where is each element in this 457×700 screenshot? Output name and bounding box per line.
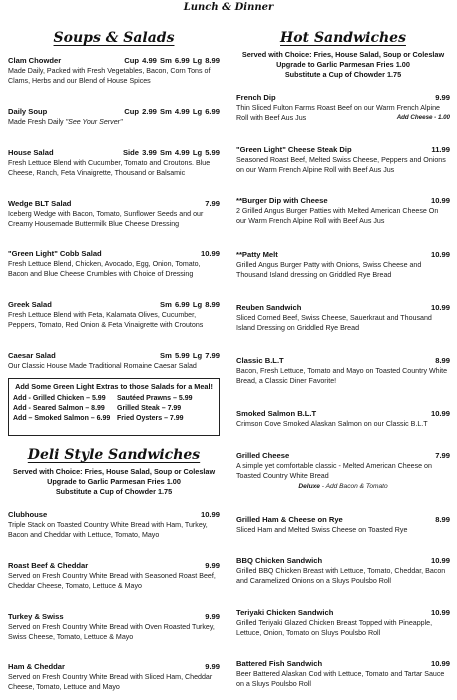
item-price: Sm 6.99 Lg 8.99 <box>160 300 220 309</box>
item-description: Made Daily, Packed with Fresh Vegetables, Bacon, Corn Tons of Clams, Herbs and our Blend of House Spices <box>8 67 211 86</box>
extra-item: Add - Grilled Chicken – 5.99 <box>13 395 106 402</box>
menu-item <box>236 451 450 492</box>
item-price: 8.99 <box>435 356 450 365</box>
item-description: Made Fresh Daily <box>8 118 64 126</box>
item-description: Fresh Lettuce Blend with Feta, Kalamata Olives, Cucumber, Peppers, Tomato, Red Onion & Feta Vinaigrette with Croutons <box>8 311 204 330</box>
item-description: Fresh Lettuce Blend, Chicken, Avocado, Egg, Onion, Tomato, Bacon and Blue Cheese Crumbles with Choice of Dressing <box>8 260 201 279</box>
item-price: Cup 4.99 Sm 6.99 Lg 8.99 <box>124 56 220 65</box>
extra-item: Add – Smoked Salmon – 6.99 <box>13 415 111 422</box>
item-name: Roast Beef & Cheddar <box>8 561 89 570</box>
menu-item <box>236 556 450 587</box>
extra-item: Grilled Steak – 7.99 <box>117 405 182 412</box>
extras-title: Add Some Green Light Extras to those Salads for a Meal! <box>15 382 213 391</box>
item-name: Ham & Cheddar <box>8 662 65 671</box>
item-name: Wedge BLT Salad <box>8 199 72 208</box>
choice-line: Upgrade to Garlic Parmesan Fries 1.00 <box>276 60 410 69</box>
item-description: Triple Stack on Toasted Country White Bread with Ham, Turkey, Bacon and Cheddar with Lettuce, Tomato, Mayo <box>8 521 208 540</box>
item-name: Teriyaki Chicken Sandwich <box>236 608 334 617</box>
item-price: Sm 5.99 Lg 7.99 <box>160 351 220 360</box>
item-name: "Green Light" Cobb Salad <box>8 249 102 258</box>
item-price: Cup 2.99 Sm 4.99 Lg 6.99 <box>124 107 220 116</box>
item-name: Clam Chowder <box>8 56 62 65</box>
item-price: 9.99 <box>435 93 450 102</box>
item-price: 10.99 <box>430 250 450 259</box>
menu-item <box>8 351 220 371</box>
menu-item <box>8 199 220 230</box>
item-description: Thin Sliced Fulton Farms Roast Beef on our Warm French Alpine Roll with Beef Aus Jus Add Cheese - 1.00 <box>236 104 450 123</box>
item-description: Beer Battered Alaskan Cod with Lettuce, Tomato and Tartar Sauce on a Sluys Poulsbo Roll <box>236 670 445 689</box>
item-price: 10.99 <box>200 510 220 519</box>
item-description: Served on Fresh Country White Bread with Oven Roasted Turkey, Swiss Cheese, Tomato, Lettuce & Mayo <box>8 623 215 642</box>
menu-item <box>8 612 220 643</box>
item-description: 2 Grilled Angus Burger Patties with Melted American Cheese On our Warm French Alpine Roll with Beef Aus Jus <box>236 207 439 226</box>
menu-item <box>8 662 220 693</box>
item-price: 11.99 <box>431 145 450 154</box>
deli-choice-note <box>8 467 220 497</box>
item-name: Grilled Ham & Cheese on Rye <box>236 515 343 524</box>
item-description: Sliced Ham and Melted Swiss Cheese on Toasted Rye <box>236 526 408 534</box>
menu-item <box>236 659 450 690</box>
menu-item <box>8 561 220 592</box>
menu-item <box>236 515 450 535</box>
item-price: 10.99 <box>430 196 450 205</box>
item-price: Side 3.99 Sm 4.99 Lg 5.99 <box>122 148 220 157</box>
item-description: Sliced Corned Beef, Swiss Cheese, Sauerkraut and Thousand Island Dressing on Griddled Rye Bread <box>236 314 432 333</box>
item-price: 10.99 <box>430 659 450 668</box>
menu-item <box>8 300 220 331</box>
item-description: Seasoned Roast Beef, Melted Swiss Cheese, Peppers and Onions on our Warm French Alpine Roll with Beef Aus Jus <box>236 156 446 175</box>
item-price: 7.99 <box>435 451 450 460</box>
menu-item <box>8 249 220 280</box>
hot-choice-note <box>236 50 450 80</box>
menu-item <box>236 303 450 334</box>
item-description: Fresh Lettuce Blend with Cucumber, Tomato and Croutons. Blue Cheese, Ranch, Feta Vinaigrette, Thousand or Balsamic <box>8 159 211 178</box>
item-name: **Patty Melt <box>236 250 278 259</box>
menu-header <box>0 2 457 13</box>
item-price: 10.99 <box>430 608 450 617</box>
item-description: A simple yet comfortable classic - Melted American Cheese on Toasted Country White Bread <box>236 462 432 481</box>
item-name: Smoked Salmon B.L.T <box>236 409 317 418</box>
item-name: Classic B.L.T <box>236 356 284 365</box>
item-name: Caesar Salad <box>8 351 56 360</box>
item-name: Reuben Sandwich <box>236 303 302 312</box>
item-price: 9.99 <box>205 561 220 570</box>
item-name: BBQ Chicken Sandwich <box>236 556 323 565</box>
item-price: 9.99 <box>205 662 220 671</box>
soups-salads-heading: Soups & Salads <box>53 30 175 46</box>
item-name: Battered Fish Sandwich <box>236 659 323 668</box>
deluxe-option: Deluxe - Add Bacon & Tomato <box>298 482 388 490</box>
item-name: Grilled Cheese <box>236 451 290 460</box>
item-description: Crimson Cove Smoked Alaskan Salmon on our Classic B.L.T <box>236 420 428 428</box>
menu-item <box>236 250 450 281</box>
item-name: House Salad <box>8 148 54 157</box>
extra-item: Fried Oysters – 7.99 <box>117 415 184 422</box>
item-description: Iceberg Wedge with Bacon, Tomato, Sunflower Seeds and our Creamy Housemade Buttermilk Blue Cheese Dressing <box>8 210 204 229</box>
item-price: 10.99 <box>430 303 450 312</box>
extra-item: Sautéed Prawns – 5.99 <box>117 395 193 402</box>
item-description: Our Classic House Made Traditional Romaine Caesar Salad <box>8 362 197 370</box>
item-name: Daily Soup <box>8 107 48 116</box>
choice-line: Upgrade to Garlic Parmesan Fries 1.00 <box>47 477 181 486</box>
item-name: Clubhouse <box>8 510 48 519</box>
item-name: "Green Light" Cheese Steak Dip <box>236 145 352 154</box>
item-price: 9.99 <box>205 612 220 621</box>
item-name: Greek Salad <box>8 300 52 309</box>
menu-item <box>8 107 220 127</box>
item-description: Served on Fresh Country White Bread with Sliced Ham, Cheddar Cheese, Tomato, Lettuce and Mayo <box>8 673 213 692</box>
choice-line: Substitute a Cup of Chowder 1.75 <box>55 487 173 496</box>
item-price: 10.99 <box>430 409 450 418</box>
deli-heading: Deli Style Sandwiches <box>27 447 201 463</box>
choice-line: Served with Choice: Fries, House Salad, Soup or Coleslaw <box>12 467 216 476</box>
menu-item <box>236 196 450 227</box>
item-name: Turkey & Swiss <box>8 612 64 621</box>
item-description-note: "See Your Server" <box>65 118 123 126</box>
choice-line: Substitute a Cup of Chowder 1.75 <box>284 70 402 79</box>
item-name: **Burger Dip with Cheese <box>236 196 328 205</box>
item-description: Grilled Teriyaki Glazed Chicken Breast Topped with Pineapple, Lettuce, Onion, Tomato on Sluys Poulsbo Roll <box>236 619 433 638</box>
menu-item <box>236 409 450 429</box>
item-description: Served on Fresh Country White Bread with Seasoned Roast Beef, Cheddar Cheese, Tomato, Lettuce & Mayo <box>8 572 216 591</box>
item-price: 10.99 <box>200 249 220 258</box>
menu-item <box>236 145 450 176</box>
menu-item <box>236 93 450 124</box>
item-price: 8.99 <box>435 515 450 524</box>
salad-extras-box <box>8 378 220 436</box>
menu-item <box>8 148 220 179</box>
header-title: Lunch & Dinner <box>183 2 274 13</box>
item-description: Bacon, Fresh Lettuce, Tomato and Mayo on Toasted Country White Bread, a Classic Diner Favorite! <box>236 367 448 386</box>
menu-item <box>8 56 220 87</box>
item-addon: Add Cheese - 1.00 <box>396 114 450 122</box>
extra-item: Add - Seared Salmon – 8.99 <box>13 405 105 412</box>
item-description: Grilled BBQ Chicken Breast with Lettuce, Tomato, Cheddar, Bacon and Caramelized Onions on a Sluys Poulsbo Roll <box>236 567 446 586</box>
item-description: Grilled Angus Burger Patty with Onions, Swiss Cheese and Thousand Island dressing on Griddled Rye Bread <box>236 261 422 280</box>
extras-list <box>13 394 215 424</box>
menu-item <box>236 608 450 639</box>
menu-item <box>236 356 450 387</box>
item-price: 10.99 <box>430 556 450 565</box>
menu-item <box>8 510 220 541</box>
item-price: 7.99 <box>205 199 220 208</box>
item-name: French Dip <box>236 93 276 102</box>
choice-line: Served with Choice: Fries, House Salad, Soup or Coleslaw <box>241 50 445 59</box>
hot-sandwiches-heading: Hot Sandwiches <box>280 30 406 46</box>
